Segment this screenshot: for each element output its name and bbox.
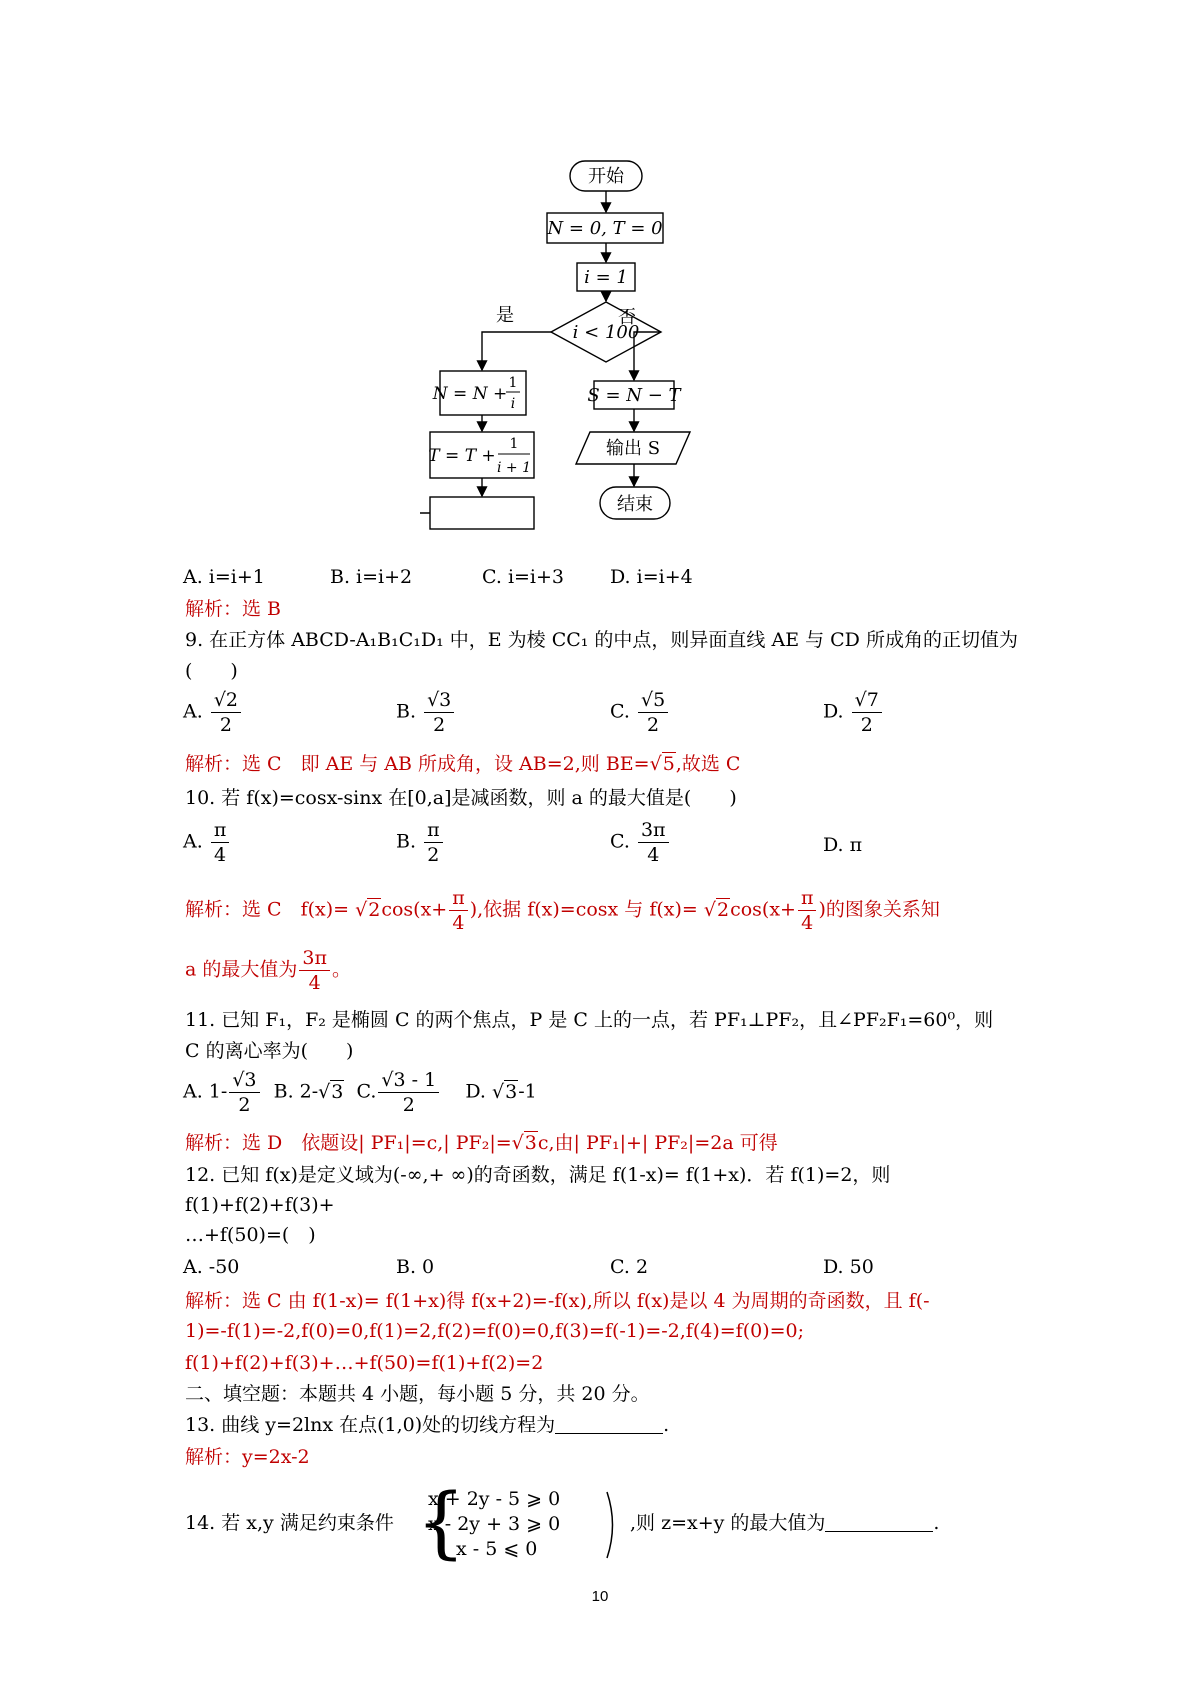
section-heading: 二、填空题：本题共 4 小题，每小题 5 分，共 20 分。 — [185, 1383, 650, 1405]
q9-stem: 9. 在正方体 ABCD-A₁B₁C₁D₁ 中，E 为棱 CC₁ 的中点，则异面直线 AE 与 CD 所成角的正切值为 — [185, 629, 1018, 651]
q12-answer-3: f(1)+f(2)+f(3)+…+f(50)=f(1)+f(2)=2 — [185, 1352, 544, 1374]
flow-output-label: 输出 S — [605, 438, 661, 459]
q12-option-c: C. 2 — [610, 1256, 649, 1278]
q12-stem: 12. 已知 f(x)是定义域为(-∞,+ ∞)的奇函数，满足 f(1-x)= f(1+x)．若 f(1)=2，则 — [185, 1164, 891, 1186]
q9-option-c: C. $\frac{√5}{2}$ — [610, 688, 670, 737]
q14-right-paren — [604, 1490, 620, 1560]
flow-init1-label: N = 0, T = 0 — [547, 218, 663, 239]
q10-option-d: D. π — [823, 834, 863, 856]
flow-step1-den: i — [510, 396, 516, 412]
q11-options: A. 1- $\frac{√3}{2}$ B. 2-√3 C. $\frac{√3 - 1}{2}$ D. √3-1 — [183, 1069, 537, 1116]
q9-blank: ( ) — [185, 660, 238, 682]
flowchart — [420, 155, 780, 545]
q12-option-a: A. -50 — [183, 1256, 240, 1278]
q14-constraint-2: x - 2y + 3 ⩾ 0 — [428, 1513, 561, 1535]
q14-blank — [825, 1512, 933, 1532]
q10-answer: 解析：选 C f(x)= √2cos(x+ $\frac{\pi}{4}$ ),依据 f(x)=cosx 与 f(x)= √2cos(x+ $\frac{\pi}{4}$ )的图象关系知 — [185, 887, 940, 934]
q10-option-a: A. $\frac{\pi}{4}$ — [183, 818, 231, 867]
q12-answer-1: 解析：选 C 由 f(1-x)= f(1+x)得 f(x+2)=-f(x),所以 f(x)是以 4 为周期的奇函数，且 f(- — [185, 1290, 930, 1312]
q14-suffix: ,则 z=x+y 的最大值为 . — [630, 1512, 940, 1534]
q9-option-b: B. $\frac{√3}{2}$ — [396, 688, 456, 737]
q12-stem-3: …+f(50)=( ) — [185, 1224, 316, 1246]
q13-answer: 解析：y=2x-2 — [185, 1446, 310, 1468]
q14-constraint-1: x + 2y - 5 ⩾ 0 — [428, 1488, 561, 1510]
q9-option-d: D. $\frac{√7}{2}$ — [823, 688, 884, 737]
q8-option-c: C. i=i+3 — [482, 566, 565, 588]
page-number: 10 — [591, 1588, 609, 1605]
q14-constraint-3: x - 5 ⩽ 0 — [456, 1538, 538, 1560]
q13-stem: 13. 曲线 y=2lnx 在点(1,0)处的切线方程为 . — [185, 1414, 670, 1436]
flow-start-label: 开始 — [588, 166, 624, 187]
q10-stem: 10. 若 f(x)=cosx-sinx 在[0,a]是减函数，则 a 的最大值是( ) — [185, 787, 737, 809]
q12-answer-2: 1)=-f(1)=-2,f(0)=0,f(1)=2,f(2)=f(0)=0,f(3)=f(-1)=-2,f(4)=f(0)=0; — [185, 1320, 805, 1342]
flow-step2-num: 1 — [509, 436, 519, 452]
q13-blank — [555, 1414, 663, 1434]
flow-cond-label: i < 100 — [572, 322, 640, 343]
flow-yes-label: 是 — [496, 305, 514, 326]
flow-step2-den: i + 1 — [496, 460, 532, 476]
q10-option-c: C. $\frac{3\pi}{4}$ — [610, 818, 671, 867]
q14-prefix: 14. 若 x,y 满足约束条件 — [185, 1512, 394, 1534]
q8-answer: 解析：选 B — [185, 598, 282, 620]
q14-left-brace: { — [416, 1478, 466, 1568]
flow-step1-lhs: N = N + — [432, 384, 508, 404]
q8-option-d: D. i=i+4 — [610, 566, 693, 588]
q9-option-a: A. $\frac{√2}{2}$ — [183, 688, 243, 737]
q14-constraints — [428, 1487, 560, 1562]
flow-end-label: 结束 — [617, 494, 653, 515]
q8-option-a: A. i=i+1 — [183, 566, 265, 588]
q10-option-b: B. $\frac{\pi}{2}$ — [396, 818, 445, 867]
flow-step2-lhs: T = T + — [428, 446, 496, 466]
flow-no-label: 否 — [618, 307, 636, 328]
flow-step1-num: 1 — [508, 375, 518, 391]
q12-stem-2: f(1)+f(2)+f(3)+ — [185, 1194, 335, 1216]
q12-option-b: B. 0 — [396, 1256, 435, 1278]
flow-init2-label: i = 1 — [584, 267, 628, 288]
q8-option-b: B. i=i+2 — [330, 566, 413, 588]
flow-blank-node — [430, 497, 534, 529]
q11-answer: 解析：选 D 依题设| PF₁|=c,| PF₂|=√3c,由| PF₁|+| PF₂|=2a 可得 — [185, 1132, 778, 1154]
flow-calc-label: S = N − T — [587, 385, 681, 406]
q11-stem: 11. 已知 F₁，F₂ 是椭圆 C 的两个焦点，P 是 C 上的一点，若 PF₁⊥PF₂，且∠PF₂F₁=60⁰，则 — [185, 1009, 994, 1031]
q12-option-d: D. 50 — [823, 1256, 874, 1278]
q11-stem-2: C 的离心率为( ) — [185, 1040, 354, 1062]
q10-answer-2: a 的最大值为 $\frac{3\pi}{4}$ 。 — [185, 947, 351, 994]
q9-answer: 解析：选 C 即 AE 与 AB 所成角，设 AB=2,则 BE=√5,故选 C — [185, 753, 741, 775]
